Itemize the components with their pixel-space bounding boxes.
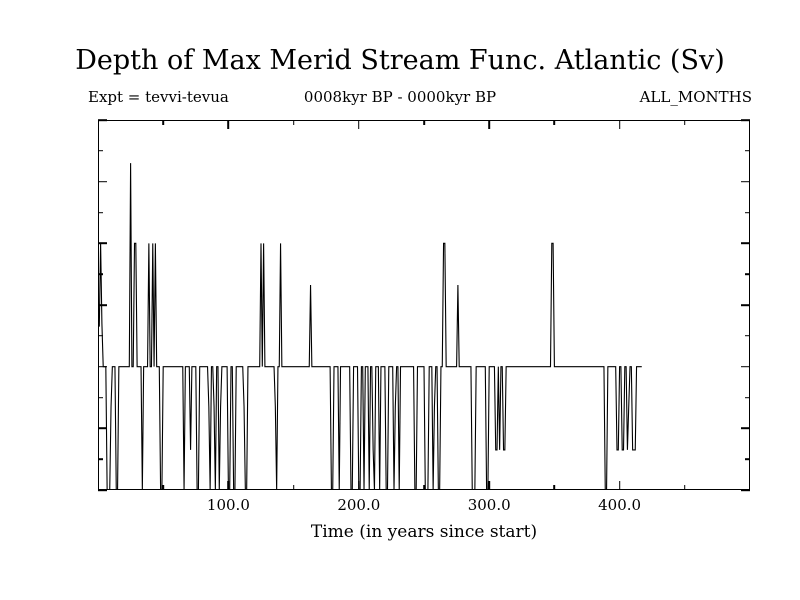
chart-title: Depth of Max Merid Stream Func. Atlantic (Sv)	[75, 45, 725, 76]
y-tick-mark	[98, 366, 107, 368]
y-minor-tick-right	[745, 335, 750, 337]
period-label: 0008kyr BP - 0000kyr BP	[303, 88, 497, 106]
y-minor-tick-right	[745, 458, 750, 460]
y-tick-mark	[98, 428, 107, 430]
data-series-line	[98, 120, 750, 490]
y-tick-mark	[98, 243, 107, 245]
y-minor-tick	[98, 335, 103, 337]
y-minor-tick-right	[745, 273, 750, 275]
x-minor-tick	[554, 485, 556, 490]
y-tick-mark-right	[741, 304, 750, 306]
months-label: ALL_MONTHS	[639, 88, 752, 106]
y-minor-tick-right	[745, 212, 750, 214]
x-tick-mark	[488, 481, 490, 490]
y-minor-tick-right	[745, 397, 750, 399]
x-minor-tick-top	[423, 120, 425, 125]
x-minor-tick	[684, 485, 686, 490]
x-tick-mark-top	[619, 120, 621, 129]
y-tick-mark	[98, 181, 107, 183]
x-minor-tick-top	[554, 120, 556, 125]
x-tick-mark	[619, 481, 621, 490]
experiment-label: Expt = tevvi-tevua	[88, 88, 229, 106]
y-tick-mark-right	[741, 243, 750, 245]
x-minor-tick	[162, 485, 164, 490]
x-axis-label: Time (in years since start)	[310, 522, 538, 542]
x-tick-label: 300.0	[467, 496, 511, 514]
y-minor-tick	[98, 458, 103, 460]
y-tick-mark	[98, 119, 107, 121]
x-tick-label: 400.0	[598, 496, 642, 514]
x-minor-tick-top	[684, 120, 686, 125]
y-tick-mark-right	[741, 181, 750, 183]
y-minor-tick-right	[745, 150, 750, 152]
plot-area	[98, 120, 750, 490]
y-minor-tick	[98, 273, 103, 275]
y-tick-mark-right	[741, 366, 750, 368]
y-tick-mark-right	[741, 119, 750, 121]
x-minor-tick	[423, 485, 425, 490]
x-minor-tick	[293, 485, 295, 490]
x-minor-tick-top	[293, 120, 295, 125]
x-tick-label: 200.0	[337, 496, 381, 514]
y-tick-mark-right	[741, 489, 750, 491]
y-minor-tick	[98, 397, 103, 399]
y-minor-tick	[98, 150, 103, 152]
x-tick-mark	[228, 481, 230, 490]
y-tick-mark	[98, 489, 107, 491]
x-tick-mark-top	[228, 120, 230, 129]
y-minor-tick	[98, 212, 103, 214]
x-tick-label: 100.0	[206, 496, 250, 514]
x-tick-mark	[358, 481, 360, 490]
x-tick-mark-top	[488, 120, 490, 129]
x-minor-tick-top	[162, 120, 164, 125]
x-tick-mark-top	[358, 120, 360, 129]
y-tick-mark-right	[741, 428, 750, 430]
y-tick-mark	[98, 304, 107, 306]
